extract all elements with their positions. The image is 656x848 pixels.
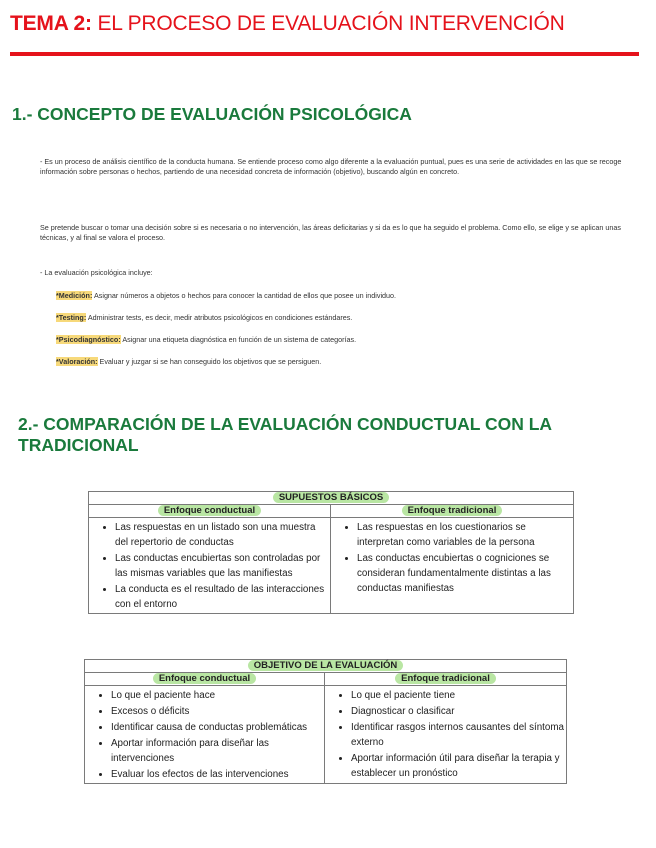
table2-col-conductual — [85, 673, 325, 686]
item-text: Asignar números a objetos o hechos para conocer la cantidad de ellos que posee un individuo. — [93, 291, 397, 300]
table-bullet: • La conducta es el resultado de las interacciones con el entorno — [115, 582, 330, 612]
item-term: *Psicodiagnóstico: — [56, 335, 121, 344]
table-bullet: • Excesos o déficits — [111, 704, 324, 719]
section2-heading-line1: 2.- COMPARACIÓN DE LA EVALUACIÓN CONDUCTUAL CON LA — [18, 414, 553, 434]
table-bullet: • Lo que el paciente tiene — [351, 688, 566, 703]
table-bullet: • Identificar rasgos internos causantes del síntoma externo — [351, 720, 566, 750]
list-item — [56, 357, 321, 367]
table2-left-cell — [85, 686, 325, 784]
table-bullet: • Las respuestas en los cuestionarios se interpretan como variables de la persona — [357, 520, 573, 550]
table2-header-text: OBJETIVO DE LA EVALUACIÓN — [248, 660, 404, 671]
paragraph2-text: Se pretende buscar o tomar una decisión sobre si es necesaria o no intervención, las áreas deficitarias y si da es lo que ha seguido el problema. Como ello, se elige y se aplican unas técnicas, y al final se valora el proceso. — [40, 223, 621, 242]
title-text: EL PROCESO DE EVALUACIÓN INTERVENCIÓN — [97, 12, 565, 35]
table1-header-text: SUPUESTOS BÁSICOS — [273, 492, 389, 503]
section1-paragraph1 — [40, 157, 640, 177]
table-bullet: • Aportar información útil para diseñar la terapia y establecer un pronóstico — [351, 751, 566, 781]
item-term: *Testing: — [56, 313, 87, 322]
table1-header — [89, 492, 574, 505]
paragraph1-text: - Es un proceso de análisis científico de la conducta humana. Se entiende proceso como algo diferente a la evaluación puntual, pues es una serie de actividades en las que se recoge información sobre personas o hechos, partiendo de una necesidad concreta de información (objetivo), buscando algún en concreto. — [40, 157, 622, 176]
section2-heading-line2: TRADICIONAL — [18, 435, 139, 455]
item-term: *Valoración: — [56, 357, 98, 366]
table-bullet: • Evaluar los efectos de las intervenciones — [111, 767, 324, 782]
list-item — [56, 313, 352, 323]
table1-right-cell — [331, 518, 574, 614]
table1-col-tradicional — [331, 505, 574, 518]
list-intro: - La evaluación psicológica incluye: — [40, 268, 153, 277]
table2-col-tradicional — [325, 673, 567, 686]
table1-left-cell — [89, 518, 331, 614]
table1-col2-text: Enfoque tradicional — [402, 505, 503, 516]
list-item — [56, 291, 396, 301]
table2-col1-text: Enfoque conductual — [153, 673, 256, 684]
item-text: Evaluar y juzgar si se han conseguido los objetivos que se persiguen. — [99, 357, 322, 366]
section1-heading: 1.- CONCEPTO DE EVALUACIÓN PSICOLÓGICA — [12, 104, 412, 124]
item-text: Administrar tests, es decir, medir atributos psicológicos en condiciones estándares. — [87, 313, 353, 322]
table-bullet: • Las respuestas en un listado son una muestra del repertorio de conductas — [115, 520, 330, 550]
table2-right-cell — [325, 686, 567, 784]
title-prefix: TEMA 2: — [10, 12, 92, 35]
supuestos-basicos-table — [88, 491, 574, 614]
table1-col-conductual — [89, 505, 331, 518]
table2-header — [85, 660, 567, 673]
section1-paragraph2 — [40, 223, 640, 243]
table-bullet: • Diagnosticar o clasificar — [351, 704, 566, 719]
table1-col1-text: Enfoque conductual — [158, 505, 261, 516]
table-bullet: • Las conductas encubiertas o cogniciones se consideran fundamentalmente distintas a las conductas manifiestas — [357, 551, 573, 596]
table2-col2-text: Enfoque tradicional — [395, 673, 496, 684]
section2-heading — [18, 414, 552, 456]
table-bullet: • Aportar información para diseñar las intervenciones — [111, 736, 324, 766]
table-bullet: • Lo que el paciente hace — [111, 688, 324, 703]
table-bullet: • Identificar causa de conductas problemáticas — [111, 720, 324, 735]
document-title — [10, 12, 650, 36]
item-term: *Medición: — [56, 291, 93, 300]
list-item — [56, 335, 356, 345]
objetivo-evaluacion-table — [84, 659, 567, 784]
table-bullet: • Las conductas encubiertas son controladas por las mismas variables que las manifiestas — [115, 551, 330, 581]
item-text: Asignar una etiqueta diagnóstica en función de un sistema de categorías. — [122, 335, 357, 344]
title-underline — [10, 52, 639, 56]
